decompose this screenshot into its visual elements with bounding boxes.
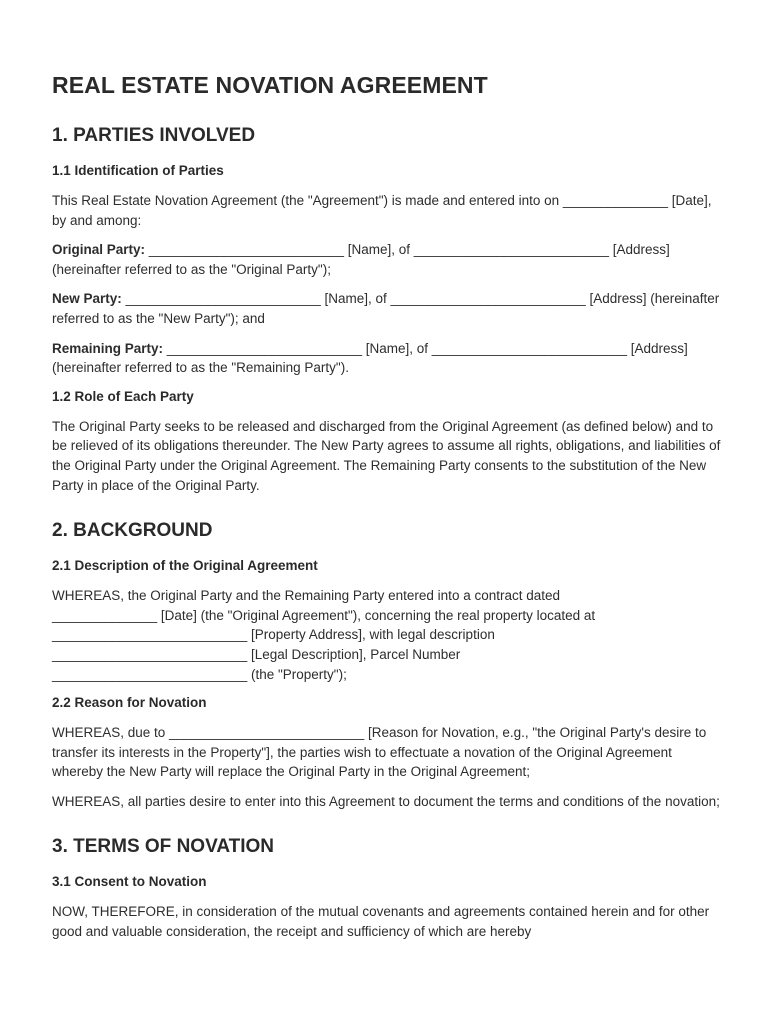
- section-terms-of-novation: [52, 835, 724, 941]
- text-line: __________________________ [Property Address], with legal description: [52, 627, 495, 643]
- section-title: 1. PARTIES INVOLVED: [52, 125, 256, 146]
- subsection-title: 2.1 Description of the Original Agreement: [52, 558, 318, 574]
- subsection-title: 3.1 Consent to Novation: [52, 874, 207, 890]
- paragraph-original-agreement: [52, 586, 724, 684]
- paragraph-intent: WHEREAS, all parties desire to enter into this Agreement to document the terms and conditions of the novation;: [52, 793, 720, 809]
- section-parties-involved: [52, 124, 724, 495]
- subsection-title: 1.2 Role of Each Party: [52, 388, 194, 404]
- paragraph-original-party: [52, 240, 724, 279]
- section-spacer: [52, 821, 724, 835]
- text-line: ______________ [Date] (the "Original Agreement"), concerning the real property located at: [52, 607, 596, 623]
- document-page: [52, 70, 724, 952]
- text-line: __________________________ (the "Property");: [52, 666, 347, 682]
- paragraph-reason: WHEREAS, due to __________________________ [Reason for Novation, e.g., "the Original Party's desire to transfer its interests in the Property"], the parties wish to effectuate a novation of the Original Agreement whereby the New Party will replace the Original Party in the Original Agreement;: [52, 725, 707, 780]
- section-title: 3. TERMS OF NOVATION: [52, 836, 275, 858]
- label-original-party: Original Party:: [52, 242, 146, 258]
- section-background: [52, 519, 724, 811]
- paragraph-roles: The Original Party seeks to be released and discharged from the Original Agreement (as defined below) and to be relieved of its obligations thereunder. The New Party agrees to assume all rights, obligations, and liabilities of the Original Party under the Original Agreement. The Remaining Party consents to the substitution of the New Party in place of the Original Party.: [52, 418, 721, 493]
- label-remaining-party: Remaining Party:: [52, 340, 164, 356]
- text-original-party: __________________________ [Name], of __________________________ [Address] (hereinafter referred to as the "Original Party");: [52, 242, 670, 277]
- text-new-party: __________________________ [Name], of __________________________ [Address] (hereinafter referred to as the "New Party"); and: [52, 291, 720, 326]
- section-title: 2. BACKGROUND: [52, 520, 213, 542]
- subsection-title: 1.1 Identification of Parties: [52, 163, 224, 178]
- subsection-title: 2.2 Reason for Novation: [52, 695, 207, 711]
- text-remaining-party: __________________________ [Name], of __________________________ [Address] (hereinafter referred to as the "Remaining Party").: [52, 340, 688, 376]
- paragraph-intro: This Real Estate Novation Agreement (the "Agreement") is made and entered into on ______________ [Date], by and among:: [52, 193, 712, 228]
- label-new-party: New Party:: [52, 291, 122, 307]
- paragraph-consent: NOW, THEREFORE, in consideration of the mutual covenants and agreements contained herein and for other good and valuable consideration, the receipt and sufficiency of which are hereby: [52, 904, 710, 940]
- section-spacer: [52, 505, 724, 519]
- document-title: REAL ESTATE NOVATION AGREEMENT: [52, 72, 488, 98]
- paragraph-new-party: [52, 289, 724, 328]
- text-line: WHEREAS, the Original Party and the Remaining Party entered into a contract dated: [52, 588, 561, 604]
- paragraph-remaining-party: [52, 339, 724, 378]
- text-line: __________________________ [Legal Description], Parcel Number: [52, 646, 461, 662]
